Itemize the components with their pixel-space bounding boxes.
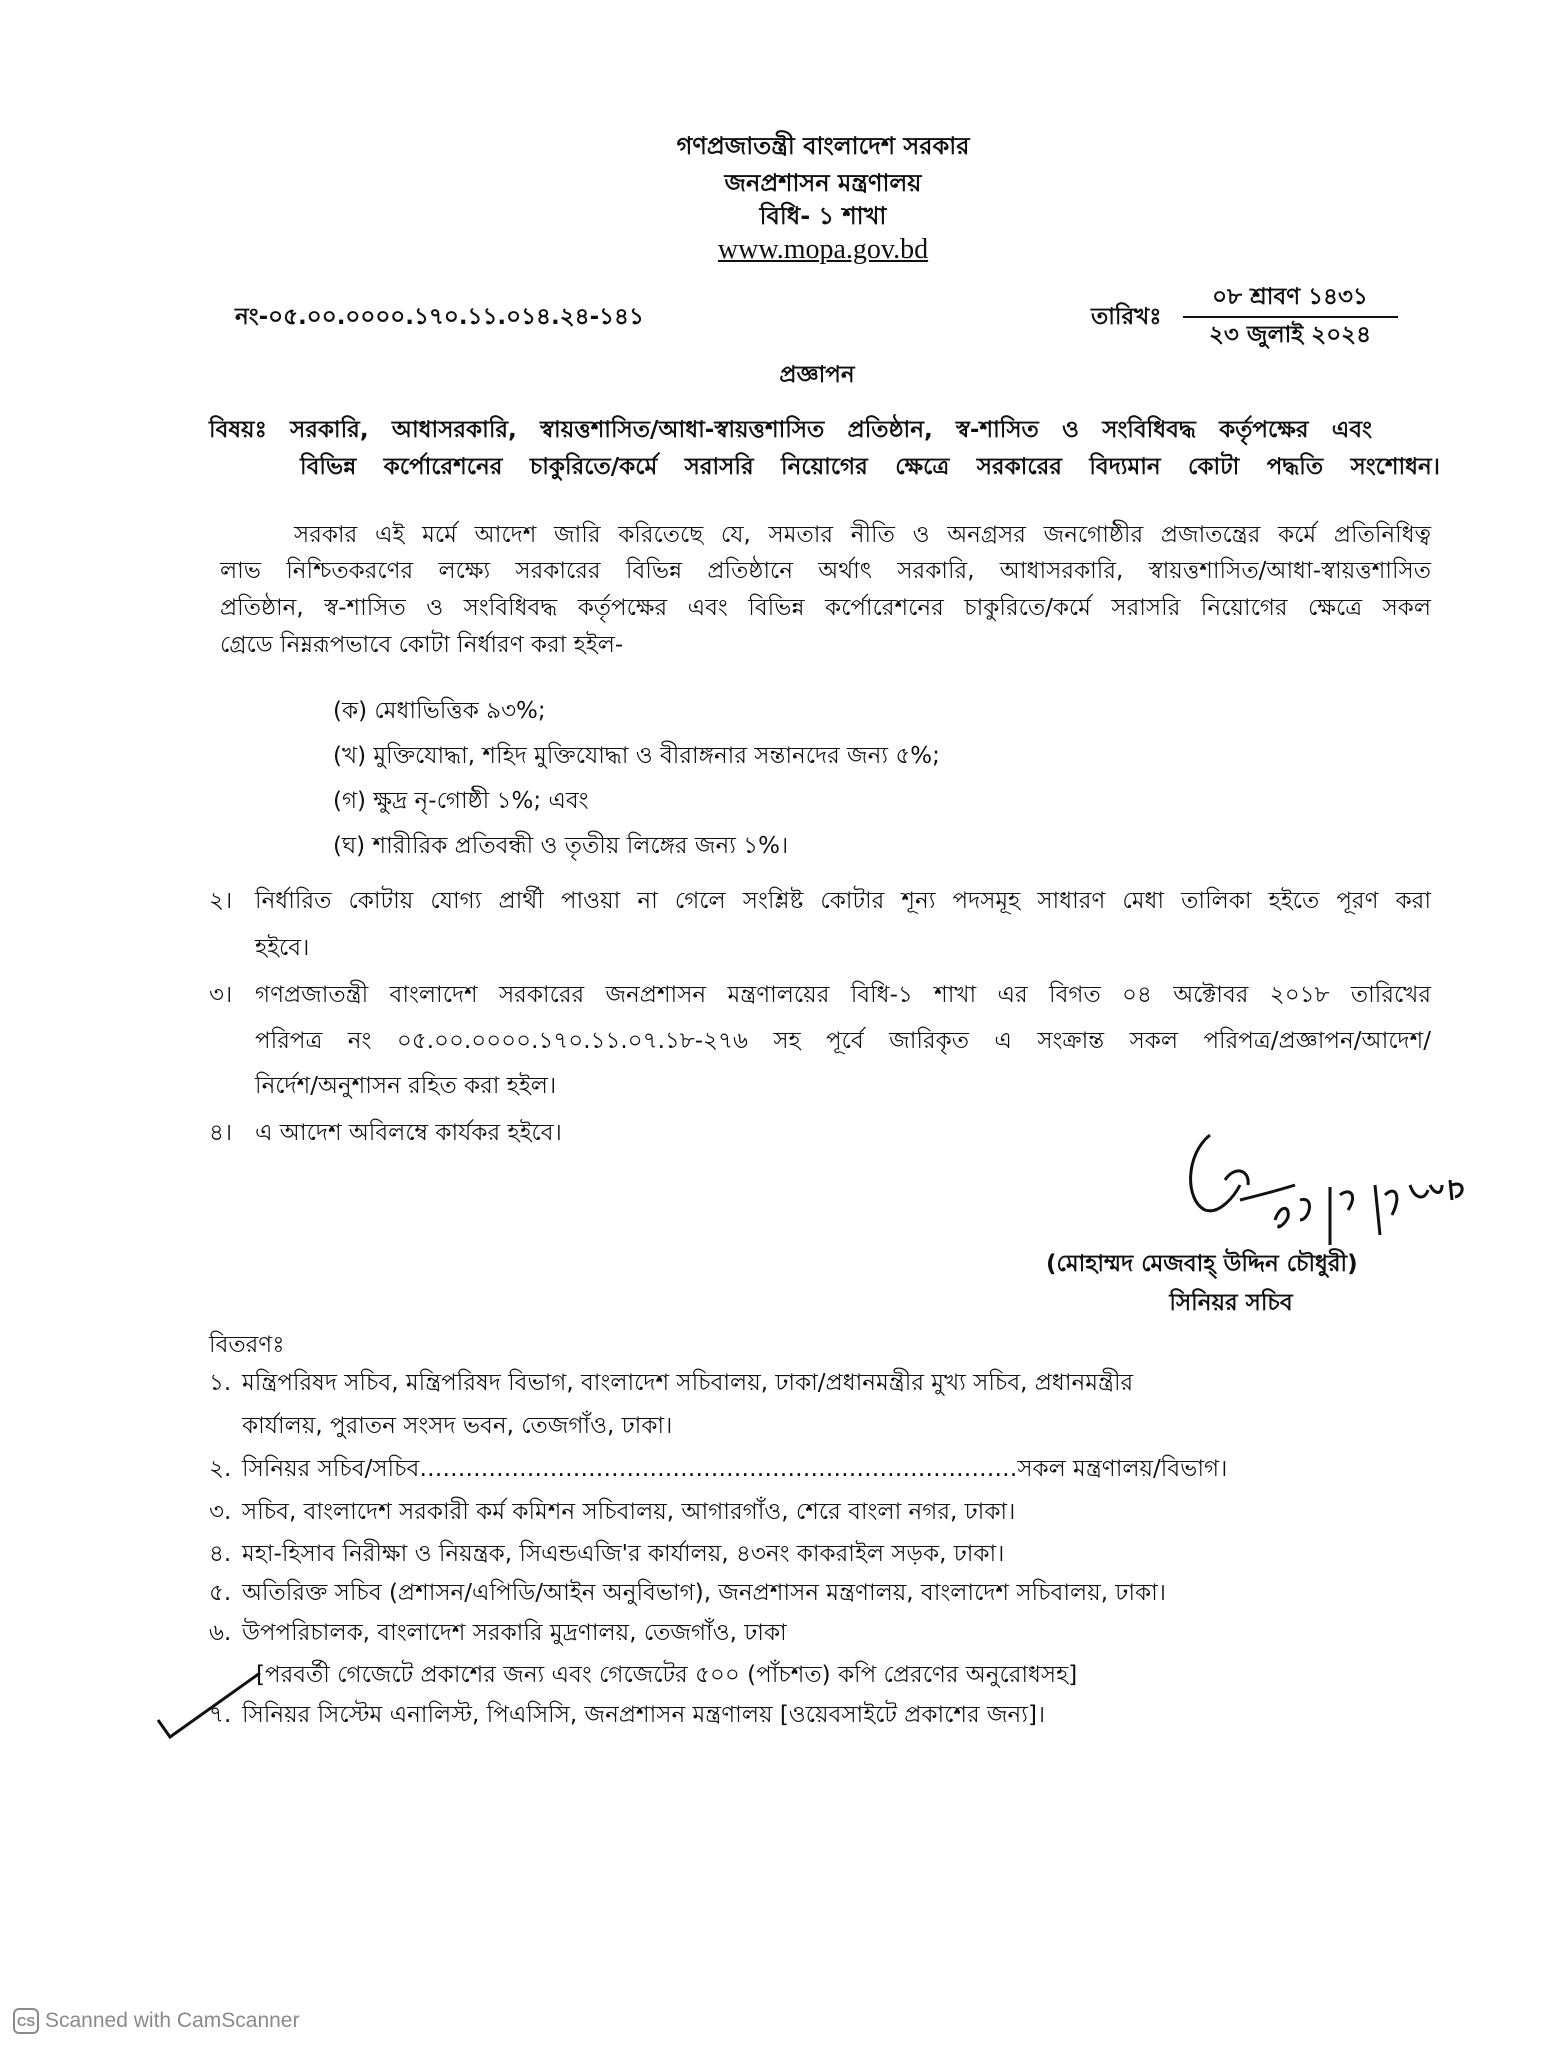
distribution-label: বিতরণঃ xyxy=(209,1332,285,1358)
paragraph-line: প্রতিষ্ঠান, স্ব-শাসিত ও সংবিধিবদ্ধ কর্তৃপক্ষের এবং বিভিন্ন কর্পোরেশনের চাকুরিতে/কর্মে সরাসরি নিয়োগের ক্ষেত্রে সকল xyxy=(220,595,1431,621)
reference-number: নং-০৫.০০.০০০০.১৭০.১১.০১৪.২৪-১৪১ xyxy=(235,304,644,330)
handwritten-signature xyxy=(1180,1125,1480,1245)
distribution-number: ৩. xyxy=(209,1499,232,1525)
clause-number: ২। xyxy=(209,888,233,914)
website-link[interactable]: www.mopa.gov.bd xyxy=(717,234,929,265)
distribution-item: উপপরিচালক, বাংলাদেশ সরকারি মুদ্রণালয়, তেজগাঁও, ঢাকা xyxy=(242,1620,787,1646)
govt-name: গণপ্রজাতন্ত্রী বাংলাদেশ সরকার xyxy=(676,132,970,160)
clause-line: গণপ্রজাতন্ত্রী বাংলাদেশ সরকারের জনপ্রশাসন মন্ত্রণালয়ের বিধি-১ শাখা এর বিগত ০৪ অক্টোবর ২০১৮ তারিখের xyxy=(255,982,1431,1008)
clause-line: নির্ধারিত কোটায় যোগ্য প্রার্থী পাওয়া না গেলে সংশ্লিষ্ট কোটার শূন্য পদসমূহ সাধারণ মেধা তালিকা হইতে পূরণ করা xyxy=(255,888,1431,914)
document-title: প্রজ্ঞাপন xyxy=(779,362,855,388)
distribution-item: অতিরিক্ত সচিব (প্রশাসন/এপিডি/আইন অনুবিভাগ), জনপ্রশাসন মন্ত্রণালয়, বাংলাদেশ সচিবালয়, ঢাকা। xyxy=(242,1580,1166,1606)
subject-line: সরকারি, আধাসরকারি, স্বায়ত্তশাসিত/আধা-স্বায়ত্তশাসিত প্রতিষ্ঠান, স্ব-শাসিত ও সংবিধিবদ্ধ কর্তৃপক্ষের এবং xyxy=(290,417,1372,443)
date-label: তারিখঃ xyxy=(1091,304,1162,330)
distribution-item: কার্যালয়, পুরাতন সংসদ ভবন, তেজগাঁও, ঢাকা। xyxy=(242,1413,673,1439)
distribution-number: ২. xyxy=(209,1456,232,1482)
quota-item: (ঘ) শারীরিক প্রতিবন্ধী ও তৃতীয় লিঙ্গের জন্য ১%। xyxy=(333,833,789,859)
signatory-designation: সিনিয়র সচিব xyxy=(1169,1290,1293,1316)
distribution-item: সিনিয়র সিস্টেম এনালিস্ট, পিএসিসি, জনপ্রশাসন মন্ত্রণালয় [ওয়েবসাইটে প্রকাশের জন্য]। xyxy=(242,1702,1046,1728)
camscanner-text: Scanned with CamScanner xyxy=(45,2009,300,2032)
branch-name: বিধি- ১ শাখা xyxy=(759,202,887,230)
clause-line: পরিপত্র নং ০৫.০০.০০০০.১৭০.১১.০৭.১৮-২৭৬ সহ পূর্বে জারিকৃত এ সংক্রান্ত সকল পরিপত্র/প্রজ্ঞাপন/আদেশ/ xyxy=(255,1028,1431,1054)
distribution-item: [পরবর্তী গেজেটে প্রকাশের জন্য এবং গেজেটের ৫০০ (পাঁচশত) কপি প্রেরণের অনুরোধসহ] xyxy=(256,1662,1078,1688)
clause-line: হইবে। xyxy=(255,935,310,961)
paragraph-line: সরকার এই মর্মে আদেশ জারি করিতেছে যে, সমতার নীতি ও অনগ্রসর জনগোষ্ঠীর প্রজাতন্ত্রের কর্মে প্রতিনিধিত্ব xyxy=(294,522,1431,548)
distribution-number: ৫. xyxy=(209,1580,232,1606)
distribution-number: ৬. xyxy=(209,1620,232,1646)
paragraph-line: গ্রেডে নিম্নরূপভাবে কোটা নির্ধারণ করা হইল- xyxy=(220,632,624,658)
distribution-item: মন্ত্রিপরিষদ সচিব, মন্ত্রিপরিষদ বিভাগ, বাংলাদেশ সচিবালয়, ঢাকা/প্রধানমন্ত্রীর মুখ্য সচিব, প্রধানমন্ত্রীর xyxy=(242,1370,1134,1396)
distribution-item: সচিব, বাংলাদেশ সরকারী কর্ম কমিশন সচিবালয়, আগারগাঁও, শেরে বাংলা নগর, ঢাকা। xyxy=(242,1499,1016,1525)
clause-line: এ আদেশ অবিলম্বে কার্যকর হইবে। xyxy=(255,1120,562,1146)
clause-number: ৪। xyxy=(209,1120,233,1146)
date-bangla: ০৮ শ্রাবণ ১৪৩১ xyxy=(1212,284,1368,310)
distribution-number: ৪. xyxy=(209,1541,232,1567)
clause-number: ৩। xyxy=(209,982,233,1008)
quota-item: (ক) মেধাভিত্তিক ৯৩%; xyxy=(333,698,546,724)
distribution-number: ৭. xyxy=(209,1702,232,1728)
distribution-number: ১. xyxy=(209,1370,232,1396)
date-gregorian: ২৩ জুলাই ২০২৪ xyxy=(1208,322,1372,348)
ministry-name: জনপ্রশাসন মন্ত্রণালয় xyxy=(724,169,922,197)
subject-label: বিষয়ঃ xyxy=(209,417,267,443)
distribution-item: সিনিয়র সচিব/সচিব……………………………………………………………………সকল মন্ত্রণালয়/বিভাগ। xyxy=(242,1456,1228,1482)
subject-line: বিভিন্ন কর্পোরেশনের চাকুরিতে/কর্মে সরাসরি নিয়োগের ক্ষেত্রে সরকারের বিদ্যমান কোটা পদ্ধতি সংশোধন। xyxy=(300,454,1440,480)
clause-line: নির্দেশ/অনুশাসন রহিত করা হইল। xyxy=(255,1073,557,1099)
date-divider xyxy=(1183,316,1398,318)
quota-item: (গ) ক্ষুদ্র নৃ-গোষ্ঠী ১%; এবং xyxy=(333,788,589,814)
camscanner-watermark xyxy=(13,2008,299,2034)
camscanner-logo-icon: CS xyxy=(13,2008,39,2034)
quota-item: (খ) মুক্তিযোদ্ধা, শহিদ মুক্তিযোদ্ধা ও বীরাঙ্গনার সন্তানদের জন্য ৫%; xyxy=(333,743,940,769)
handwritten-tick-mark xyxy=(150,1665,270,1745)
paragraph-line: লাভ নিশ্চিতকরণের লক্ষ্যে সরকারের বিভিন্ন প্রতিষ্ঠানে অর্থাৎ সরকারি, আধাসরকারি, স্বায়ত্তশাসিত/আধা-স্বায়ত্তশাসিত xyxy=(220,558,1431,584)
signatory-name: (মোহাম্মদ মেজবাহ্ উদ্দিন চৌধুরী) xyxy=(1046,1251,1358,1277)
distribution-item: মহা-হিসাব নিরীক্ষা ও নিয়ন্ত্রক, সিএন্ডএজি'র কার্যালয়, ৪৩নং কাকরাইল সড়ক, ঢাকা। xyxy=(242,1541,1005,1567)
